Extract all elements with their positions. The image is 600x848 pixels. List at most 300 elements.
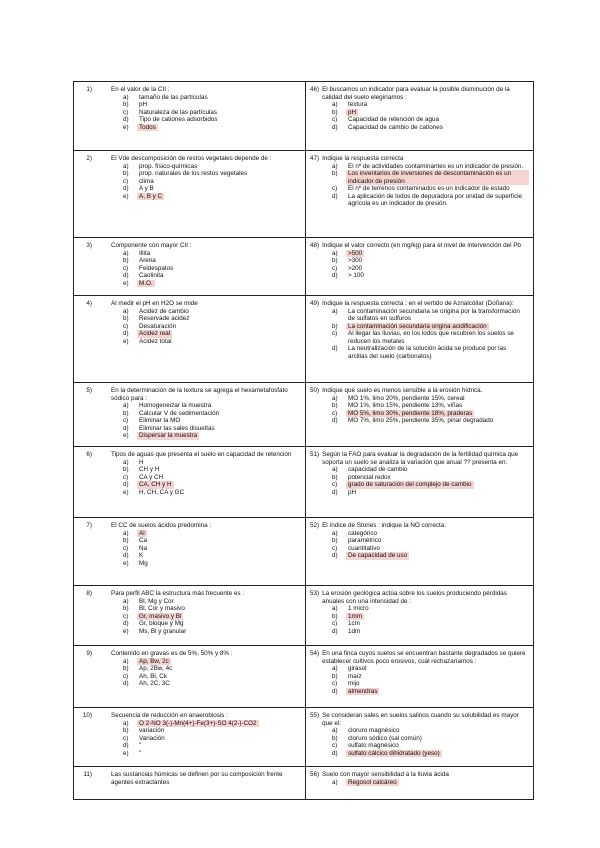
answer-option xyxy=(332,116,529,124)
answer-option xyxy=(332,417,529,425)
answer-option xyxy=(123,193,301,201)
option-letter: d) xyxy=(123,330,129,338)
question-header xyxy=(310,300,529,308)
question-row xyxy=(74,238,534,296)
option-letter: b) xyxy=(332,108,338,116)
answer-option xyxy=(332,605,529,613)
question-number: 49) xyxy=(310,300,320,307)
option-letter: d) xyxy=(332,687,338,695)
option-text-highlighted: >500 xyxy=(348,249,363,257)
answer-option xyxy=(123,552,301,560)
option-letter: a) xyxy=(123,402,129,410)
question-text: Indique la respuesta correcta xyxy=(322,155,404,162)
option-text-highlighted: MO 5%, limo 30%, pendiente 18%, praderas xyxy=(348,409,473,417)
option-letter: b) xyxy=(332,537,338,545)
question-number: 53) xyxy=(310,590,320,597)
question-number: 9) xyxy=(86,650,92,657)
option-text: Ah, Bl, Ck xyxy=(139,672,167,680)
answer-option xyxy=(123,598,301,606)
option-text: potencial redox xyxy=(348,473,391,481)
answer-option xyxy=(332,688,529,696)
left-question-cell xyxy=(74,151,306,238)
option-letter: c) xyxy=(123,734,129,742)
option-text: >300 xyxy=(348,257,363,265)
option-text: La neutralización de la solución ácida se produce por las arcillas del suelo (carbonatos) xyxy=(348,345,507,360)
option-text: maíz xyxy=(348,672,362,680)
option-text-highlighted: Dispersar la muestra xyxy=(139,432,198,440)
option-letter: a) xyxy=(123,307,129,315)
option-text-highlighted: Los inventarios de inversiones de descontaminación es un indicador de presión xyxy=(346,170,529,185)
option-letter: d) xyxy=(332,417,338,425)
question-number: 56) xyxy=(310,771,320,778)
option-text: MO 7%, limo 25%, pendiente 35%, pinar degradado xyxy=(348,417,494,425)
option-text: MO 1%, limo 15%, pendiente 13%, viñas xyxy=(348,402,463,410)
answer-option xyxy=(123,474,301,482)
answer-option xyxy=(123,489,301,497)
option-letter: a) xyxy=(332,101,338,109)
question-row xyxy=(74,708,534,767)
option-letter: e) xyxy=(123,749,129,757)
option-text: variación xyxy=(139,727,165,735)
answer-option xyxy=(332,308,529,323)
answer-option xyxy=(123,308,301,316)
option-letter: c) xyxy=(123,417,129,425)
option-letter: a) xyxy=(123,458,129,466)
left-question-cell xyxy=(74,238,306,296)
answer-option xyxy=(332,466,529,474)
question-text: El buscamos un indicador para evaluar la posible disminución de la calidad del suelo elegiríamos : xyxy=(322,86,510,101)
question-row xyxy=(74,518,534,586)
option-letter: a) xyxy=(123,657,129,665)
answer-option xyxy=(332,750,529,758)
question-number: 54) xyxy=(310,650,320,657)
question-header xyxy=(310,590,529,605)
option-letter: d) xyxy=(332,123,338,131)
answer-option xyxy=(332,537,529,545)
left-question-cell xyxy=(74,767,306,800)
question-number: 46) xyxy=(310,86,320,93)
option-letter: a) xyxy=(123,719,129,727)
answer-option xyxy=(123,720,301,728)
option-text: categórico xyxy=(348,529,378,537)
answer-option xyxy=(123,613,301,621)
option-text-highlighted: sulfato cálcico dihidratado (yeso) xyxy=(348,749,440,757)
question-row xyxy=(74,646,534,708)
option-letter: b) xyxy=(123,101,129,109)
option-text: cloruro magnésico xyxy=(348,727,400,735)
answer-option xyxy=(332,680,529,688)
answer-option xyxy=(123,272,301,280)
option-text: Ah, 2C, 3C xyxy=(139,680,170,688)
question-header xyxy=(310,522,529,530)
answer-option xyxy=(123,170,301,178)
answer-option xyxy=(332,109,529,117)
left-question-cell xyxy=(74,383,306,447)
option-letter: c) xyxy=(332,116,338,124)
answer-option xyxy=(332,613,529,621)
answer-option xyxy=(123,620,301,628)
option-text: Tipo de cationes adsorbidos xyxy=(139,116,218,124)
option-letter: c) xyxy=(123,108,129,116)
option-text-highlighted: Ap, Bw, 2c xyxy=(139,657,169,665)
right-question-cell xyxy=(306,82,534,151)
question-text: Componente con mayor CII : xyxy=(111,242,192,249)
question-header xyxy=(78,712,301,720)
option-letter: b) xyxy=(123,257,129,265)
option-letter: d) xyxy=(332,345,338,353)
answer-option xyxy=(332,735,529,743)
answer-option xyxy=(332,628,529,636)
option-text: " xyxy=(139,742,142,750)
option-text: MO 1%, limo 20%, pendiente 15%, cereal xyxy=(348,394,465,402)
question-number: 11) xyxy=(83,771,92,778)
option-text: textura xyxy=(348,101,368,109)
answer-option xyxy=(123,665,301,673)
answer-option xyxy=(123,338,301,346)
question-text: Suelo con mayor sensibilidad a la lluvia ácida xyxy=(322,771,449,778)
option-text: mijo xyxy=(348,680,360,688)
right-question-cell xyxy=(306,708,534,767)
option-letter: c) xyxy=(332,409,338,417)
answer-option xyxy=(332,265,529,273)
option-letter: e) xyxy=(123,337,129,345)
question-number: 51) xyxy=(310,451,320,458)
option-letter: c) xyxy=(123,177,129,185)
option-text: tamaño de las partículas xyxy=(139,93,208,101)
option-letter: a) xyxy=(123,93,129,101)
question-text: Secuencia de reducción en anaerobiosis : xyxy=(111,712,228,719)
question-text: La erosión geológica actúa sobre los suelos produciendo pérdidas anuales con una intensidad de : xyxy=(322,590,507,605)
left-question-cell xyxy=(74,586,306,646)
answer-option xyxy=(123,315,301,323)
option-text: Acidez total xyxy=(139,337,172,345)
question-text: Al medir el pH en H2O se mide xyxy=(111,300,198,307)
answer-option xyxy=(123,250,301,258)
option-text: Bl, Mg y Cor xyxy=(139,597,174,605)
answer-option xyxy=(123,265,301,273)
option-text: K xyxy=(139,552,144,560)
option-text: cuantitativo xyxy=(348,544,380,552)
option-letter: d) xyxy=(332,552,338,560)
answer-option xyxy=(123,628,301,636)
option-text: Capacidad de retención de agua xyxy=(348,116,440,124)
question-number: 50) xyxy=(310,387,320,394)
left-question-cell xyxy=(74,646,306,708)
question-header xyxy=(310,771,529,779)
option-letter: b) xyxy=(332,672,338,680)
question-text: Tipos de aguas que presenta el suelo en capacidad de retención xyxy=(111,451,292,458)
option-letter: b) xyxy=(123,727,129,735)
option-text: pH xyxy=(348,488,357,496)
question-row xyxy=(74,447,534,518)
option-text: Bl, Cor y masivo xyxy=(139,605,185,613)
option-text: Na xyxy=(139,544,148,552)
answer-option xyxy=(123,410,301,418)
question-header xyxy=(78,650,301,658)
option-text: sulfato magnésico xyxy=(348,742,399,750)
answer-option xyxy=(332,530,529,538)
option-letter: c) xyxy=(332,620,338,628)
option-letter: e) xyxy=(123,432,129,440)
option-text: Homogeneizar la muestra xyxy=(139,402,212,410)
answer-option xyxy=(332,257,529,265)
option-letter: b) xyxy=(332,402,338,410)
option-text: Ca xyxy=(139,537,148,545)
option-text: prop. naturales de los restos vegetales xyxy=(139,170,248,178)
question-number: 55) xyxy=(310,712,320,719)
option-text: La aplicación de lodos de depuradora por unidad de superficie agrícola es un indicador de presión. xyxy=(348,192,522,208)
option-text: Feldespatos xyxy=(139,264,174,272)
option-text-highlighted: De capacidad de uso xyxy=(348,552,408,560)
option-text: Illita xyxy=(139,249,151,257)
question-text: Se consideran sales en suelos salinos cuando su solubilidad es mayor que el: xyxy=(322,712,519,727)
option-letter: d) xyxy=(123,620,129,628)
answer-option xyxy=(123,530,301,538)
option-text-highlighted: Todos xyxy=(139,123,156,131)
option-letter: b) xyxy=(123,315,129,323)
answer-option xyxy=(332,410,529,418)
option-text: paramétrico xyxy=(348,537,382,545)
answer-option xyxy=(123,101,301,109)
option-text-highlighted: La contaminación secundaria origina acidificación xyxy=(348,322,487,330)
right-question-cell xyxy=(306,586,534,646)
answer-option xyxy=(123,750,301,758)
option-text-highlighted: Gr, masivo y Bl xyxy=(139,612,182,620)
question-header xyxy=(310,242,529,250)
option-text: Gr, bloque y Mg xyxy=(139,620,184,628)
option-text-highlighted: grado de saturación del complejo de cambio xyxy=(348,481,472,489)
option-text: girasol xyxy=(348,665,367,673)
option-letter: c) xyxy=(123,612,129,620)
answer-option xyxy=(332,101,529,109)
question-number: 4) xyxy=(86,300,92,307)
answer-option xyxy=(332,193,529,208)
answer-option xyxy=(123,163,301,171)
question-header xyxy=(310,451,529,466)
answer-option xyxy=(332,620,529,628)
answer-option xyxy=(332,545,529,553)
option-letter: d) xyxy=(332,192,338,200)
option-text: Ap, 2Bw, 4c xyxy=(139,665,173,673)
answer-option xyxy=(123,673,301,681)
answer-option xyxy=(123,109,301,117)
option-letter: d) xyxy=(123,272,129,280)
right-question-cell xyxy=(306,646,534,708)
answer-option xyxy=(123,735,301,743)
answer-option xyxy=(123,466,301,474)
question-header xyxy=(78,451,301,459)
answer-option xyxy=(332,272,529,280)
option-letter: d) xyxy=(123,552,129,560)
answer-option xyxy=(332,481,529,489)
option-letter: a) xyxy=(332,665,338,673)
answer-option xyxy=(123,323,301,331)
option-letter: d) xyxy=(123,742,129,750)
option-text: Ms, Bl y granular xyxy=(139,627,187,635)
question-row xyxy=(74,151,534,238)
option-letter: a) xyxy=(123,249,129,257)
option-letter: c) xyxy=(332,680,338,688)
answer-option xyxy=(332,124,529,132)
option-letter: d) xyxy=(332,272,338,280)
option-text: Caolinita xyxy=(139,272,164,280)
option-text: capacidad de cambio xyxy=(348,466,408,474)
option-text: Variación xyxy=(139,734,165,742)
answer-option xyxy=(332,552,529,560)
answer-option xyxy=(332,474,529,482)
option-text: Eliminar las sales disueltas xyxy=(139,424,215,432)
answer-option xyxy=(332,742,529,750)
answer-option xyxy=(123,425,301,433)
answer-option xyxy=(332,345,529,360)
option-letter: c) xyxy=(332,742,338,750)
question-text: En la determinación de la textura se agrega el hexametafosfato sódico para : xyxy=(111,387,288,402)
question-number: 5) xyxy=(86,387,92,394)
question-number: 3) xyxy=(86,242,92,249)
answer-option xyxy=(332,395,529,403)
option-letter: b) xyxy=(123,170,129,178)
question-text: En una finca cuyos suelos se encuentran bastante degradados se quiere establecer cultivos poco erosivos, cuál rechazaríamos : xyxy=(322,650,526,665)
question-header xyxy=(78,155,301,163)
answer-option xyxy=(332,489,529,497)
option-letter: c) xyxy=(332,330,338,338)
option-text: La contaminación secundaria se origina por la transformación de sulfatos en sulfuros xyxy=(348,307,520,323)
option-letter: e) xyxy=(123,192,129,200)
option-text: Al llegar las lluvias, en los lodos que recubren los suelos se reducen los metales xyxy=(348,330,514,345)
option-letter: d) xyxy=(332,627,338,635)
option-text-highlighted: Regosol calcáreo xyxy=(348,778,397,786)
option-letter: a) xyxy=(123,597,129,605)
question-row xyxy=(74,82,534,151)
option-letter: a) xyxy=(332,778,338,786)
option-letter: d) xyxy=(123,185,129,193)
right-question-cell xyxy=(306,383,534,447)
question-text: En el valor de la CII : xyxy=(111,86,170,93)
option-text: 1dm xyxy=(348,627,361,635)
option-letter: a) xyxy=(123,529,129,537)
option-letter: b) xyxy=(332,322,338,330)
option-letter: b) xyxy=(332,612,338,620)
option-text: 1 micro xyxy=(348,605,369,613)
answer-option xyxy=(123,481,301,489)
option-letter: c) xyxy=(123,544,129,552)
option-letter: a) xyxy=(332,529,338,537)
answer-option xyxy=(123,124,301,132)
right-question-cell xyxy=(306,767,534,800)
right-question-cell xyxy=(306,151,534,238)
right-question-cell xyxy=(306,447,534,518)
answer-option xyxy=(123,280,301,288)
option-text: El nº de actividades contaminantes es un indicador de presión. xyxy=(348,162,524,170)
option-letter: c) xyxy=(332,544,338,552)
question-number: 6) xyxy=(86,451,92,458)
left-question-cell xyxy=(74,82,306,151)
answer-option xyxy=(123,459,301,467)
option-letter: e) xyxy=(123,279,129,287)
question-row xyxy=(74,296,534,383)
answer-option xyxy=(332,163,529,171)
option-letter: a) xyxy=(332,605,338,613)
left-question-cell xyxy=(74,708,306,767)
question-text: Para perfil ABC la estructura más frecuente es : xyxy=(111,590,244,597)
answer-option xyxy=(123,605,301,613)
option-text: H xyxy=(139,458,144,466)
question-text: Indique qué suelo es menos sensible a la erosión hídrica. xyxy=(322,387,483,394)
question-row xyxy=(74,586,534,646)
answer-option xyxy=(332,402,529,410)
option-letter: a) xyxy=(332,727,338,735)
option-letter: a) xyxy=(332,466,338,474)
answer-option xyxy=(123,680,301,688)
answer-option xyxy=(123,94,301,102)
option-text-highlighted: A, B y C xyxy=(139,192,163,200)
option-letter: d) xyxy=(123,424,129,432)
question-text: Según la FAO para evaluar la degradación de la fertilidad química que soporta un suelo se analiza la variación que anual ?? presenta en: xyxy=(322,451,519,466)
option-text: Reservade acidez xyxy=(139,315,190,323)
left-question-cell xyxy=(74,518,306,586)
answer-option xyxy=(332,185,529,193)
option-text: A y B xyxy=(139,185,154,193)
option-text: clima xyxy=(139,177,154,185)
option-text: CA y CH xyxy=(139,473,164,481)
answer-option xyxy=(123,185,301,193)
question-text: El Vde descomposición de restos vegetales depende de : xyxy=(111,155,272,162)
option-letter: e) xyxy=(123,627,129,635)
option-text: prop. físico-químicas xyxy=(139,162,198,170)
option-letter: d) xyxy=(123,116,129,124)
question-header xyxy=(310,650,529,665)
option-letter: c) xyxy=(332,185,338,193)
question-header xyxy=(78,522,301,530)
option-text: Acidez de cambio xyxy=(139,307,189,315)
option-text-highlighted: O 2-NO 3(-)-Mn(4+)-Fe(3+)-SO 4(2-)-CO2 xyxy=(139,719,257,727)
option-letter: b) xyxy=(123,665,129,673)
question-number: 7) xyxy=(86,522,92,529)
answer-option xyxy=(123,658,301,666)
question-header xyxy=(78,242,301,250)
option-letter: b) xyxy=(123,409,129,417)
answer-option xyxy=(332,665,529,673)
answer-option xyxy=(123,742,301,750)
option-letter: a) xyxy=(332,249,338,257)
option-text: Eliminar la MO xyxy=(139,417,181,425)
question-rows xyxy=(74,82,534,800)
option-text-highlighted: 1mm xyxy=(348,612,362,620)
right-question-cell xyxy=(306,296,534,383)
option-text: >200 xyxy=(348,264,363,272)
question-header xyxy=(78,300,301,308)
option-text: Arena xyxy=(139,257,156,265)
option-text-highlighted: Al xyxy=(139,529,145,537)
answer-option xyxy=(123,330,301,338)
question-header xyxy=(78,86,301,94)
answer-option xyxy=(332,727,529,735)
question-text: Las sustancias húmicas se definen por su composición frente agentes extractantes xyxy=(111,771,283,786)
option-letter: d) xyxy=(123,680,129,688)
answer-option xyxy=(123,257,301,265)
answer-option xyxy=(123,178,301,186)
question-header xyxy=(78,387,301,402)
option-letter: b) xyxy=(123,605,129,613)
option-text-highlighted: pH xyxy=(348,108,357,116)
option-letter: c) xyxy=(332,264,338,272)
option-letter: d) xyxy=(123,481,129,489)
option-text-highlighted: CA, CH y H xyxy=(139,481,172,489)
option-letter: c) xyxy=(123,264,129,272)
option-letter: e) xyxy=(123,559,129,567)
option-letter: a) xyxy=(332,162,338,170)
answer-option xyxy=(123,560,301,568)
